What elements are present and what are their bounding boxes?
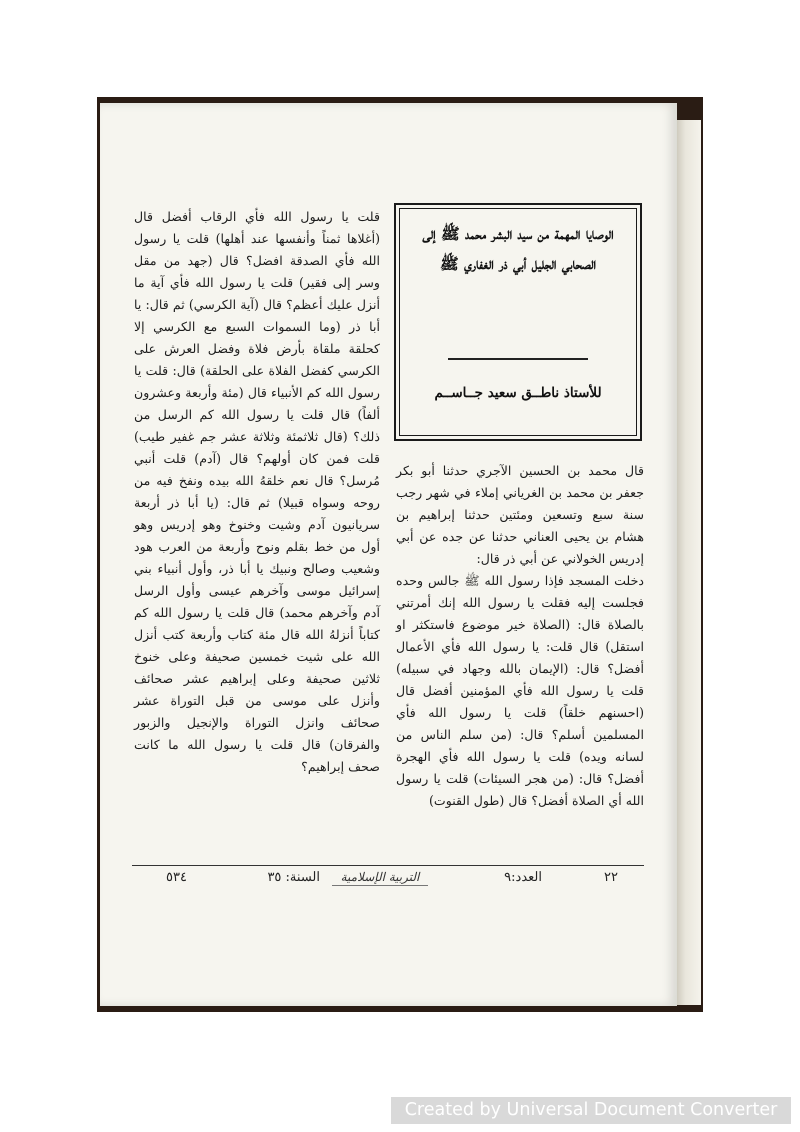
page-edge (675, 120, 701, 1005)
title-divider (448, 358, 588, 360)
left-column (134, 206, 380, 778)
article-title: الوصايا المهمة من سيد البشر محمد ﷺ إلى الصحابي الجليل أبي ذر الغفاري ﷺ (422, 224, 614, 273)
article-author: للأستاذ ناطــق سعيد جــاســم (434, 385, 602, 401)
page-number-right: ٢٢ (604, 870, 618, 885)
page-number-left: ٥٣٤ (166, 870, 187, 885)
issue-number: العدد:٩ (504, 870, 542, 885)
converter-watermark: Created by Universal Document Converter (391, 1097, 791, 1124)
right-column (396, 460, 644, 812)
paragraph: قلت يا رسول الله فأي الرقاب أفضل قال (أغلاها ثمناً وأنفسها عند أهلها) قلت يا رسول الله فأي الصدقة افضل؟ قال (جهد من مقل وسر إلى فقير) قلت يا رسول الله فأي آية ما أنزل عليك أعظم؟ قال (آية الكرسي) ثم قال: يا أبا ذر (وما السموات السبع مع الكرسي إلا كحلقة ملقاة بأرض فلاة وفضل العرش على الكرسي كفضل الفلاة على الحلقة) قال: قلت يا رسول الله كم الأنبياء قال (مئة وأربعة وعشرون ألفاً) قال قلت يا رسول الله كم الرسل من ذلك؟ (قال ثلاثمئة وثلاثة عشر جم غفير طيب) قلت فمن كان أولهم؟ قال (آدم) قلت أنبي مُرسل؟ قال نعم خلقهُ الله بيده ونفخ فيه من روحه وسواه قبيلا) ثم قال: (يا أبا ذر أربعة سريانيون آدم وشيت وخنوخ وهو إدريس وهو أول من خط بقلم ونوح وأربعة من العرب هود وشعيب وصالح ونبيك يا أبا ذر، وأول أنبياء بني إسرائيل موسى وآخرهم عيسى وأول الرسل آدم وآخرهم محمد) قال قلت يا رسول الله كم كتاباً أنزلهُ الله قال مئة كتاب وأربعة كتب أنزل الله على شيت خمسين صحيفة وعلى خنوخ ثلاثين صحيفة وعلى إبراهيم عشر صحائف وأنزل على موسى من قبل التوراة عشر صحائف وانزل التوراة والإنجيل والزبور والفرقان) قال قلت يا رسول الله ما كانت صحف إبراهيم؟ (134, 209, 380, 774)
paragraph: قال محمد بن الحسين الآجري حدثنا أبو بكر جعفر بن محمد بن الغرياني إملاء في شهر رجب سنة سبع وتسعين ومئتين حدثنا إبراهيم بن هشام بن يحيى العناني حدثنا عن جده عن أبي إدريس الخولاني عن أبي ذر قال: (396, 463, 644, 566)
article-title-box (394, 203, 642, 441)
footer-rule (132, 865, 644, 866)
magazine-logo: التربية الإسلامية (332, 870, 428, 886)
paragraph: دخلت المسجد فإذا رسول الله ﷺ جالس وحده فجلست إليه فقلت يا رسول الله إنك أمرتني بالصلاة قال: (الصلاة خير موضوع فاستكثر او استقل) قال قلت: يا رسول الله فأي الأعمال أفضل؟ قال: (الإيمان بالله وجهاد في سبيله) قلت يا رسول الله فأي المؤمنين أفضل قال (احسنهم خلقاً) قلت يا رسول الله فأي المسلمين أسلم؟ قال: (من سلم الناس من لسانه ويده) قلت يا رسول الله فأي الهجرة أفضل؟ قال: (من هجر السيئات) قلت يا رسول الله أي الصلاة أفضل؟ قال (طول القنوت) (396, 573, 644, 808)
year-label: السنة: ٣٥ (267, 870, 320, 885)
